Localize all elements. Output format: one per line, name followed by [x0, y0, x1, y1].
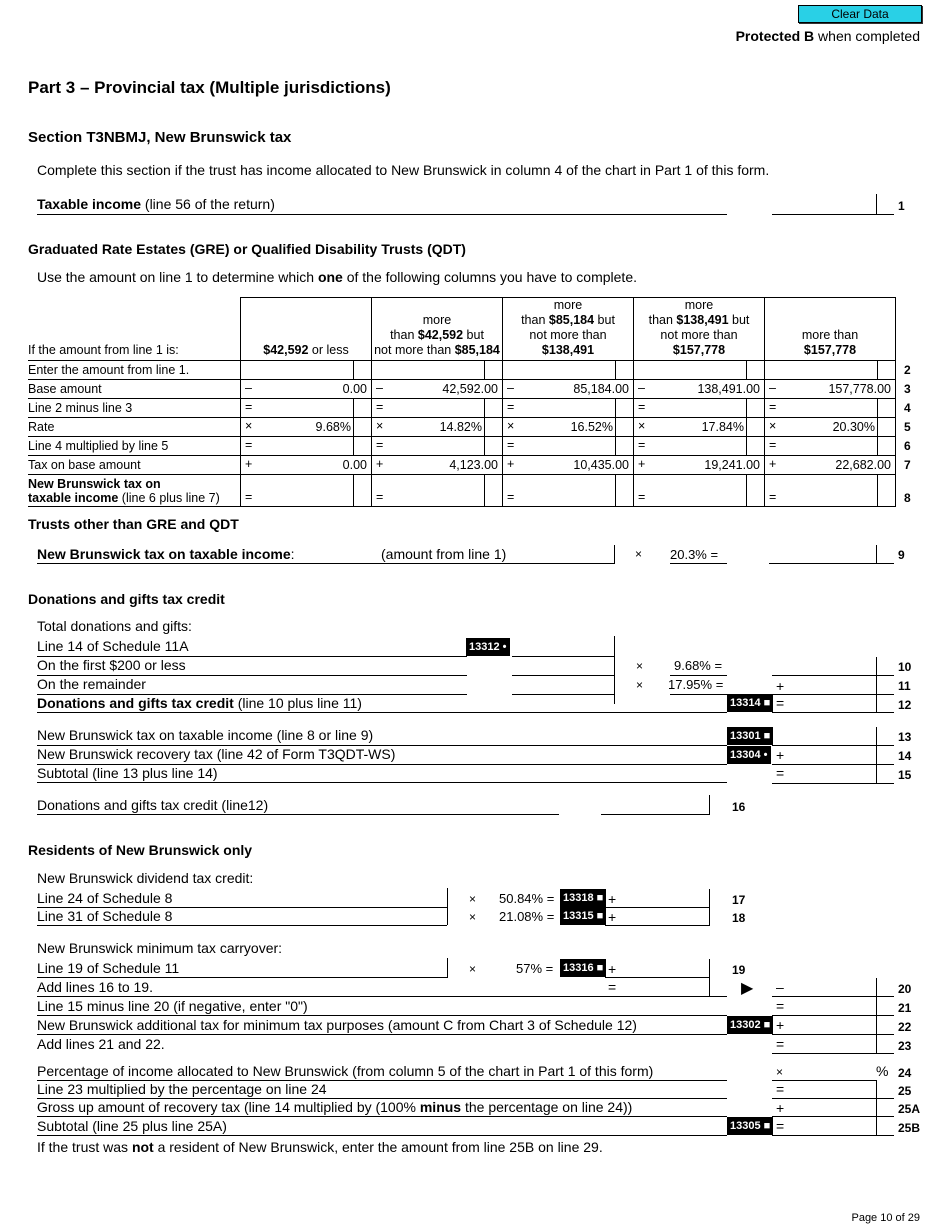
section-title: Section T3NBMJ, New Brunswick tax — [28, 129, 292, 146]
part-title: Part 3 – Provincial tax (Multiple jurisdictions) — [28, 78, 391, 97]
cell-value: 10,435.00 — [573, 458, 629, 472]
line-21-label: Line 15 minus line 20 (if negative, enter "0") — [37, 998, 308, 1014]
clear-data-button[interactable]: Clear Data — [798, 5, 922, 23]
cents-box — [746, 399, 764, 417]
line-25b-label: Subtotal (line 25 plus line 25A) — [37, 1118, 227, 1134]
table-row — [28, 437, 926, 456]
first-200-field[interactable] — [512, 657, 614, 676]
line-23-label: Add lines 21 and 22. — [37, 1036, 165, 1052]
line-9-amount-field[interactable] — [507, 545, 614, 563]
cents-box — [877, 475, 895, 506]
line-9-label: New Brunswick tax on taxable income: — [37, 546, 295, 562]
graduated-rate-table — [28, 297, 926, 507]
cell-value: 19,241.00 — [704, 458, 760, 472]
rate-table-cell — [503, 418, 634, 437]
rate-table-cell — [765, 418, 896, 437]
table-row — [28, 475, 926, 507]
operator-sign: = — [245, 438, 253, 452]
cell-value: 22,682.00 — [835, 458, 891, 472]
operator-sign: = — [769, 490, 777, 504]
non-resident-note: If the trust was not a resident of New Brunswick, enter the amount from line 25B on line 29. — [37, 1139, 603, 1155]
cents-box — [877, 437, 895, 455]
rate-table-cell[interactable] — [634, 475, 765, 507]
rate-table-cell — [241, 418, 372, 437]
rate-label: 17.95% = — [668, 677, 724, 692]
line-24-label: Percentage of income allocated to New Brunswick (from column 5 of the chart in Part 1 of this form) — [37, 1063, 654, 1079]
cell-value: 42,592.00 — [442, 382, 498, 396]
rate-table-cell[interactable] — [372, 475, 503, 507]
row-label: Rate — [28, 418, 241, 437]
plus-sign: + — [608, 909, 617, 925]
operator-sign: = — [769, 438, 777, 452]
line-13-label: New Brunswick tax on taxable income (line 8 or line 9) — [37, 727, 374, 743]
page-number: Page 10 of 29 — [851, 1212, 920, 1224]
cell-value: 0.00 — [342, 458, 367, 472]
line-number: 5 — [904, 420, 911, 434]
table-row — [28, 361, 926, 380]
cents-box — [746, 418, 764, 436]
operator-sign: = — [638, 400, 646, 414]
plus-sign: + — [608, 961, 617, 977]
rate-table-cell[interactable] — [634, 361, 765, 380]
line-number: 13 — [898, 730, 912, 744]
cents-box — [353, 361, 371, 379]
dividend-credit-label: New Brunswick dividend tax credit: — [37, 870, 254, 886]
trusts-title: Trusts other than GRE and QDT — [28, 516, 239, 532]
column-header: more than $138,491 but not more than $157,778 — [634, 298, 765, 361]
line-number: 8 — [904, 490, 911, 505]
cents-box — [353, 475, 371, 506]
line-number: 25 — [898, 1084, 912, 1098]
cents-box — [615, 418, 633, 436]
code-13316: 13316 ■ — [560, 959, 606, 977]
operator-sign: × — [769, 419, 777, 433]
rate-table-cell[interactable] — [765, 475, 896, 507]
plus-sign: + — [776, 1100, 785, 1116]
rate-label: 20.3% = — [670, 547, 719, 562]
cents-box — [615, 399, 633, 417]
line-number: 23 — [898, 1039, 912, 1053]
cents-box — [484, 475, 502, 506]
rate-table-cell — [634, 456, 765, 475]
table-row — [28, 399, 926, 418]
line-14-schedule-11a: Line 14 of Schedule 11A — [37, 638, 189, 654]
equals-sign: = — [608, 979, 617, 995]
cents-box — [353, 399, 371, 417]
cell-value: 138,491.00 — [697, 382, 760, 396]
line-number: 18 — [732, 911, 746, 925]
code-13315: 13315 ■ — [560, 907, 606, 925]
taxable-income-label: Taxable income (line 56 of the return) — [37, 196, 275, 212]
line-16-label: Donations and gifts tax credit (line12) — [37, 797, 269, 813]
operator-sign: = — [376, 438, 384, 452]
code-13314: 13314 ■ — [727, 694, 773, 712]
operator-sign: – — [507, 381, 514, 395]
cents-box — [746, 361, 764, 379]
operator-sign: = — [245, 400, 253, 414]
line-number: 7 — [904, 458, 911, 472]
code-13304: 13304 • — [727, 746, 771, 764]
table-row — [28, 418, 926, 437]
line-number: 16 — [732, 800, 746, 814]
equals-sign: = — [776, 1081, 785, 1097]
cents-box — [877, 399, 895, 417]
times-sign: × — [469, 910, 477, 924]
rate-table-cell — [765, 456, 896, 475]
rate-table-cell[interactable] — [503, 437, 634, 456]
line-number: 12 — [898, 698, 912, 712]
rate-table-cell[interactable] — [634, 399, 765, 418]
line-19-label: Line 19 of Schedule 11 — [37, 960, 180, 976]
code-13302: 13302 ■ — [727, 1016, 773, 1034]
line-number: 20 — [898, 982, 912, 996]
line-9-mid: (amount from line 1) — [381, 546, 507, 562]
line-12-label: Donations and gifts tax credit (line 10 plus line 11) — [37, 695, 362, 711]
min-tax-carryover-label: New Brunswick minimum tax carryover: — [37, 940, 283, 956]
equals-sign: = — [776, 1036, 785, 1052]
rate-table-cell[interactable] — [372, 399, 503, 418]
cents-box — [615, 361, 633, 379]
line-20-label: Add lines 16 to 19. — [37, 979, 153, 995]
line-number: 22 — [898, 1020, 912, 1034]
operator-sign: = — [376, 400, 384, 414]
rate-table-cell[interactable] — [765, 437, 896, 456]
operator-sign: × — [245, 419, 253, 433]
plus-sign: + — [608, 891, 617, 907]
line-17-field[interactable] — [605, 889, 709, 908]
operator-sign: × — [507, 419, 515, 433]
operator-sign: + — [638, 457, 646, 471]
rate-table-cell — [372, 380, 503, 399]
rate-table-cell[interactable] — [503, 475, 634, 507]
rate-table-cell[interactable] — [503, 399, 634, 418]
cell-value: 157,778.00 — [828, 382, 891, 396]
operator-sign: = — [638, 438, 646, 452]
operator-sign: – — [376, 381, 383, 395]
code-13301: 13301 ■ — [727, 727, 773, 745]
cell-value: 85,184.00 — [573, 382, 629, 396]
rate-table-cell — [634, 418, 765, 437]
code-13312: 13312 • — [466, 638, 510, 656]
rate-table-cell — [241, 456, 372, 475]
cents-box — [484, 437, 502, 455]
operator-sign: + — [507, 457, 515, 471]
residents-title: Residents of New Brunswick only — [28, 842, 253, 858]
rate-label: 50.84% = — [499, 891, 555, 906]
line-number: 14 — [898, 749, 912, 763]
code-13305: 13305 ■ — [727, 1117, 773, 1135]
line-14-label: New Brunswick recovery tax (line 42 of Form T3QDT-WS) — [37, 746, 396, 762]
column-header: $42,592 or less — [241, 298, 372, 361]
line-number: 1 — [898, 199, 905, 213]
operator-sign: + — [769, 457, 777, 471]
rate-table-cell — [765, 380, 896, 399]
rate-table-cell — [372, 456, 503, 475]
column-header: more than $85,184 but not more than $138,491 — [503, 298, 634, 361]
cell-value: 17.84% — [701, 420, 744, 434]
equals-sign: = — [776, 998, 785, 1014]
cell-value: 4,123.00 — [449, 458, 498, 472]
column-header: more than $157,778 — [765, 298, 896, 361]
line-18-label: Line 31 of Schedule 8 — [37, 908, 173, 924]
line-19-field[interactable] — [605, 959, 709, 978]
line-22-label: New Brunswick additional tax for minimum tax purposes (amount C from Chart 3 of Schedule 12) — [37, 1017, 637, 1033]
row-label: Base amount — [28, 380, 241, 399]
cents-box — [746, 437, 764, 455]
row-label: Line 2 minus line 3 — [28, 399, 241, 418]
plus-sign: + — [776, 678, 785, 694]
line-15-label: Subtotal (line 13 plus line 14) — [37, 765, 218, 781]
operator-sign: + — [245, 457, 253, 471]
table-header-label: If the amount from line 1 is: — [28, 298, 241, 361]
cell-value: 9.68% — [315, 420, 351, 434]
cents-box — [484, 361, 502, 379]
code-13318: 13318 ■ — [560, 889, 606, 907]
line-number: 9 — [898, 548, 905, 562]
line-number: 4 — [904, 401, 911, 415]
rate-label: 21.08% = — [499, 909, 555, 924]
protected-b-label: Protected B when completed — [735, 28, 920, 44]
operator-sign: – — [245, 381, 252, 395]
line-number: 24 — [898, 1066, 912, 1080]
total-donations-label: Total donations and gifts: — [37, 618, 192, 634]
cents-box — [877, 361, 895, 379]
line-number: 2 — [904, 363, 911, 377]
rate-table-cell[interactable] — [372, 437, 503, 456]
cents-box — [615, 437, 633, 455]
plus-sign: + — [776, 1017, 785, 1033]
cents-box — [746, 475, 764, 506]
row-label: Tax on base amount — [28, 456, 241, 475]
minus-sign: – — [776, 979, 784, 995]
line-number: 3 — [904, 382, 911, 396]
operator-sign: × — [376, 419, 384, 433]
rate-table-cell — [372, 418, 503, 437]
rate-table-cell[interactable] — [503, 361, 634, 380]
line-number: 19 — [732, 963, 746, 977]
line-number: 6 — [904, 439, 911, 453]
rate-label: 9.68% = — [674, 658, 723, 673]
line-24-field[interactable] — [772, 1062, 876, 1081]
rate-table-cell[interactable] — [372, 361, 503, 380]
line-16-field[interactable] — [601, 797, 709, 815]
percent-sign: % — [876, 1063, 889, 1079]
operator-sign: + — [376, 457, 384, 471]
cents-box — [353, 418, 371, 436]
table-row — [28, 380, 926, 399]
line-number: 10 — [898, 660, 912, 674]
line-20-subtotal-field[interactable] — [605, 978, 709, 997]
operator-sign: = — [769, 400, 777, 414]
operator-sign: × — [638, 419, 646, 433]
times-sign: × — [635, 547, 643, 561]
gre-intro: Use the amount on line 1 to determine which one of the following columns you have to complete. — [37, 269, 637, 285]
cents-box — [484, 399, 502, 417]
line-18-field[interactable] — [605, 907, 709, 926]
rate-table-cell — [241, 380, 372, 399]
first-200-label: On the first $200 or less — [37, 657, 186, 673]
cents-box — [484, 418, 502, 436]
rate-table-cell[interactable] — [241, 475, 372, 507]
rate-table-cell[interactable] — [241, 437, 372, 456]
line-number: 21 — [898, 1001, 912, 1015]
remainder-label: On the remainder — [37, 676, 146, 692]
operator-sign: = — [376, 490, 384, 504]
line-number: 11 — [898, 679, 911, 693]
row-label: New Brunswick tax on taxable income (line 6 plus line 7) — [28, 475, 241, 507]
rate-table-cell — [634, 380, 765, 399]
times-sign: × — [636, 678, 644, 692]
operator-sign: = — [507, 490, 515, 504]
operator-sign: = — [245, 490, 253, 504]
line-25-label: Line 23 multiplied by the percentage on line 24 — [37, 1081, 327, 1097]
intro-text: Complete this section if the trust has income allocated to New Brunswick in column 4 of the chart in Part 1 of this form. — [37, 162, 770, 178]
row-label: Enter the amount from line 1. — [28, 361, 241, 380]
donations-total-field[interactable] — [512, 638, 614, 656]
table-row — [28, 456, 926, 475]
operator-sign: = — [507, 400, 515, 414]
arrow-right-icon: ▶ — [741, 980, 754, 997]
line-17-label: Line 24 of Schedule 8 — [37, 890, 173, 906]
rate-table-cell[interactable] — [765, 361, 896, 380]
rate-table-cell — [503, 456, 634, 475]
times-sign: × — [469, 892, 477, 906]
cents-box — [353, 437, 371, 455]
plus-sign: + — [776, 747, 785, 763]
rate-table-cell[interactable] — [634, 437, 765, 456]
equals-sign: = — [776, 695, 785, 711]
line-number: 25B — [898, 1121, 921, 1135]
equals-sign: = — [776, 765, 785, 781]
times-sign: × — [469, 962, 477, 976]
remainder-field[interactable] — [512, 676, 614, 695]
donations-title: Donations and gifts tax credit — [28, 591, 225, 607]
line-25a-label: Gross up amount of recovery tax (line 14 multiplied by (100% minus the percentage on line 24)) — [37, 1099, 633, 1115]
cell-value: 16.52% — [570, 420, 613, 434]
operator-sign: – — [769, 381, 776, 395]
line-number: 17 — [732, 893, 746, 907]
cell-value: 14.82% — [439, 420, 482, 434]
column-header: more than $42,592 but not more than $85,184 — [372, 298, 503, 361]
rate-table-cell[interactable] — [241, 361, 372, 380]
rate-table-cell[interactable] — [241, 399, 372, 418]
cell-value: 0.00 — [342, 382, 367, 396]
rate-label: 57% = — [516, 961, 554, 976]
cell-value: 20.30% — [832, 420, 875, 434]
gre-title: Graduated Rate Estates (GRE) or Qualified Disability Trusts (QDT) — [28, 241, 466, 257]
operator-sign: = — [507, 438, 515, 452]
row-label: Line 4 multiplied by line 5 — [28, 437, 241, 456]
rate-table-cell — [503, 380, 634, 399]
equals-sign: = — [776, 1118, 785, 1134]
cents-box — [615, 475, 633, 506]
line-number: 15 — [898, 768, 912, 782]
times-sign: × — [636, 659, 644, 673]
operator-sign: = — [638, 490, 646, 504]
rate-table-cell[interactable] — [765, 399, 896, 418]
times-sign: × — [776, 1065, 784, 1079]
cents-box — [877, 418, 895, 436]
line-number: 25A — [898, 1102, 921, 1116]
operator-sign: – — [638, 381, 645, 395]
